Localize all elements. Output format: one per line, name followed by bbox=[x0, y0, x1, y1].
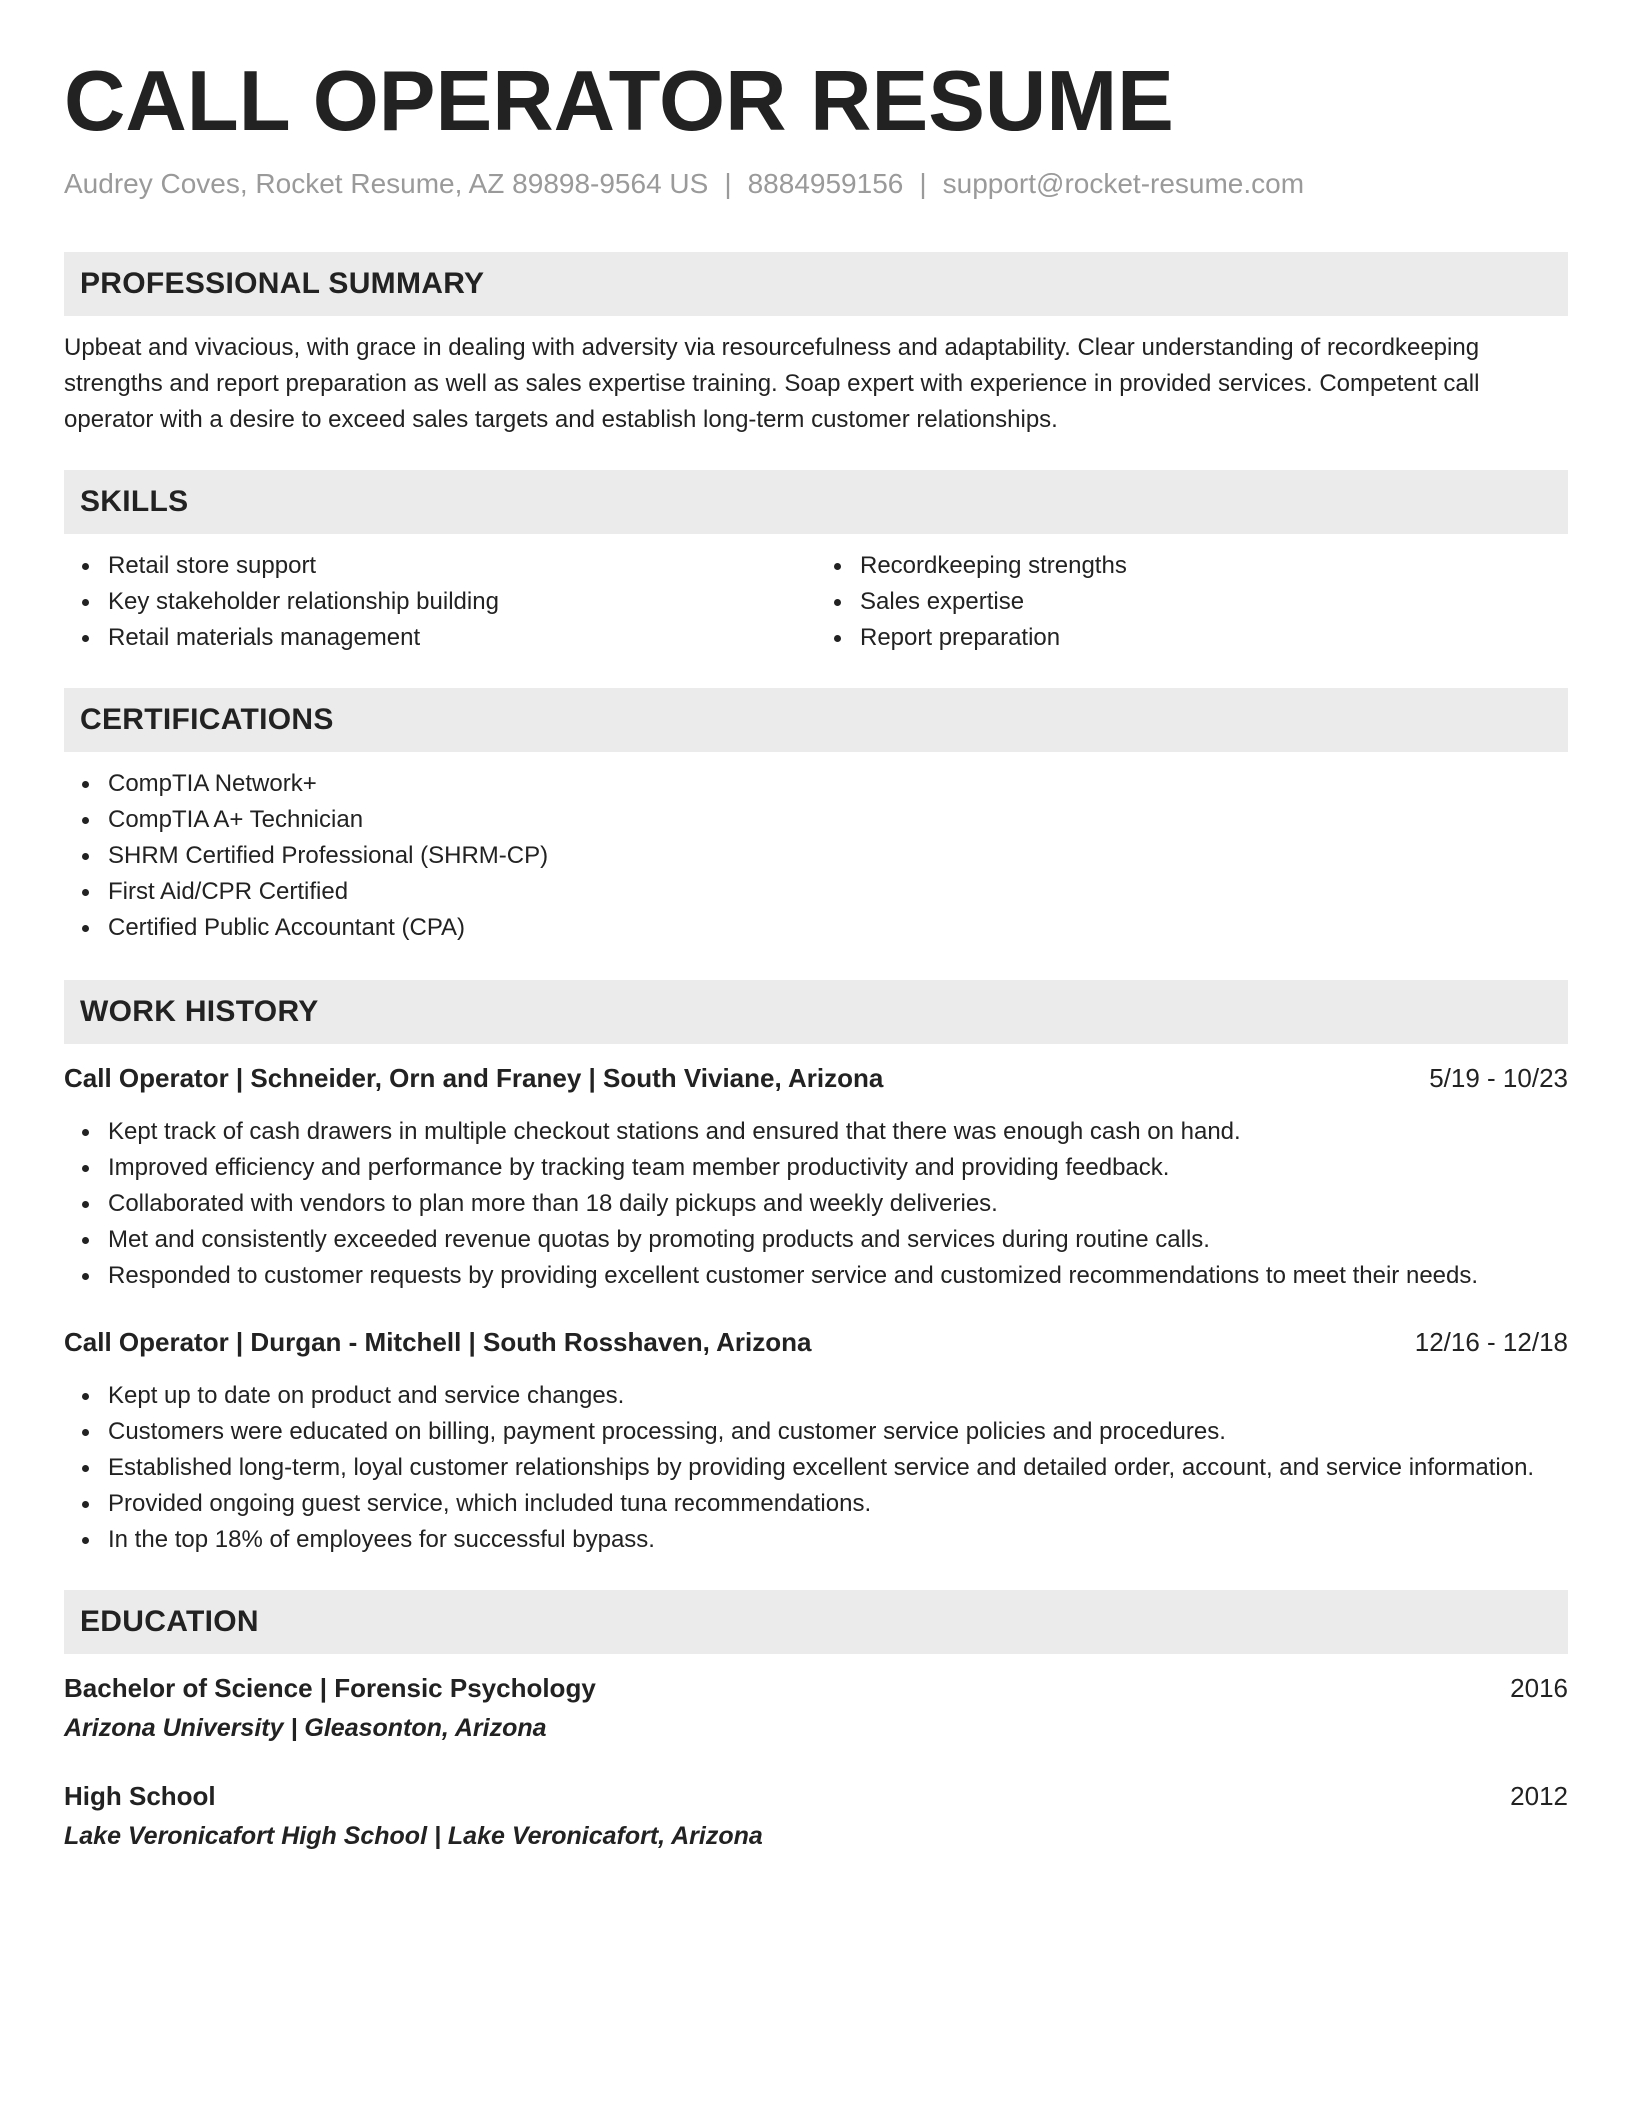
education-header bbox=[64, 1778, 1568, 1814]
certification-item: Certified Public Accountant (CPA) bbox=[108, 910, 1568, 946]
job-header bbox=[64, 1060, 1568, 1096]
skills-column-left bbox=[64, 548, 816, 656]
summary-heading: PROFESSIONAL SUMMARY bbox=[64, 252, 1568, 316]
education-year: 2016 bbox=[1510, 1673, 1568, 1703]
job-bullet: Kept track of cash drawers in multiple checkout stations and ensured that there was enough cash on hand. bbox=[108, 1114, 1568, 1150]
education-year: 2012 bbox=[1510, 1781, 1568, 1811]
job-bullet: Established long-term, loyal customer relationships by providing excellent service and detailed order, account, and service information. bbox=[108, 1450, 1548, 1486]
education-school: Lake Veronicafort High School | Lake Veronicafort, Arizona bbox=[64, 1822, 763, 1850]
certification-item: CompTIA Network+ bbox=[108, 766, 1568, 802]
job-bullet: Collaborated with vendors to plan more than 18 daily pickups and weekly deliveries. bbox=[108, 1186, 1568, 1222]
contact-line bbox=[64, 166, 1568, 202]
job-bullet: Provided ongoing guest service, which included tuna recommendations. bbox=[108, 1486, 1548, 1522]
job-bullets bbox=[64, 1378, 1548, 1558]
job-dates: 12/16 - 12/18 bbox=[1414, 1327, 1568, 1357]
education-header bbox=[64, 1670, 1568, 1706]
job-bullet: Responded to customer requests by providing excellent customer service and customized recommendations to meet their needs. bbox=[108, 1258, 1568, 1294]
skill-item: Key stakeholder relationship building bbox=[108, 584, 816, 620]
contact-separator: | bbox=[724, 168, 732, 199]
education-school: Arizona University | Gleasonton, Arizona bbox=[64, 1714, 547, 1742]
skill-item: Retail materials management bbox=[108, 620, 816, 656]
skills-heading: SKILLS bbox=[64, 470, 1568, 534]
work-history-heading: WORK HISTORY bbox=[64, 980, 1568, 1044]
certification-item: SHRM Certified Professional (SHRM-CP) bbox=[108, 838, 1568, 874]
education-entry bbox=[64, 1670, 1568, 1746]
contact-separator: | bbox=[919, 168, 927, 199]
skill-item: Retail store support bbox=[108, 548, 816, 584]
job-bullets bbox=[64, 1114, 1568, 1294]
skill-item: Recordkeeping strengths bbox=[860, 548, 1568, 584]
education-degree: Bachelor of Science | Forensic Psychology bbox=[64, 1673, 596, 1703]
education-heading: EDUCATION bbox=[64, 1590, 1568, 1654]
education-degree: High School bbox=[64, 1781, 216, 1811]
skills-column-right bbox=[816, 548, 1568, 656]
job-entry bbox=[64, 1060, 1568, 1294]
job-bullet: Met and consistently exceeded revenue quotas by promoting products and services during routine calls. bbox=[108, 1222, 1568, 1258]
education-entry bbox=[64, 1778, 1568, 1854]
summary-text: Upbeat and vivacious, with grace in dealing with adversity via resourcefulness and adaptability. Clear understanding of recordkeeping strengths and report preparation as well as sales expertise training. Soap expert with experience in provided services. Competent call operator with a desire to exceed sales targets and establish long-term customer relationships. bbox=[64, 334, 1480, 433]
job-title: Call Operator | Schneider, Orn and Franey | South Viviane, Arizona bbox=[64, 1063, 884, 1093]
contact-email: support@rocket-resume.com bbox=[942, 168, 1305, 199]
job-bullet: Kept up to date on product and service changes. bbox=[108, 1378, 1548, 1414]
resume-title: CALL OPERATOR RESUME bbox=[64, 54, 1174, 149]
job-bullet: Customers were educated on billing, payment processing, and customer service policies and procedures. bbox=[108, 1414, 1548, 1450]
job-header bbox=[64, 1324, 1568, 1360]
contact-phone: 8884959156 bbox=[747, 168, 904, 199]
skill-item: Sales expertise bbox=[860, 584, 1568, 620]
skill-item: Report preparation bbox=[860, 620, 1568, 656]
contact-address: Audrey Coves, Rocket Resume, AZ 89898-9564 US bbox=[64, 168, 709, 199]
certification-item: First Aid/CPR Certified bbox=[108, 874, 1568, 910]
job-title: Call Operator | Durgan - Mitchell | South Rosshaven, Arizona bbox=[64, 1327, 812, 1357]
job-bullet: Improved efficiency and performance by tracking team member productivity and providing feedback. bbox=[108, 1150, 1568, 1186]
skills-list bbox=[64, 548, 1568, 656]
job-dates: 5/19 - 10/23 bbox=[1429, 1063, 1568, 1093]
certifications-heading: CERTIFICATIONS bbox=[64, 688, 1568, 752]
job-bullet: In the top 18% of employees for successful bypass. bbox=[108, 1522, 1548, 1558]
job-entry bbox=[64, 1324, 1568, 1558]
certification-item: CompTIA A+ Technician bbox=[108, 802, 1568, 838]
certifications-list bbox=[64, 766, 1568, 946]
